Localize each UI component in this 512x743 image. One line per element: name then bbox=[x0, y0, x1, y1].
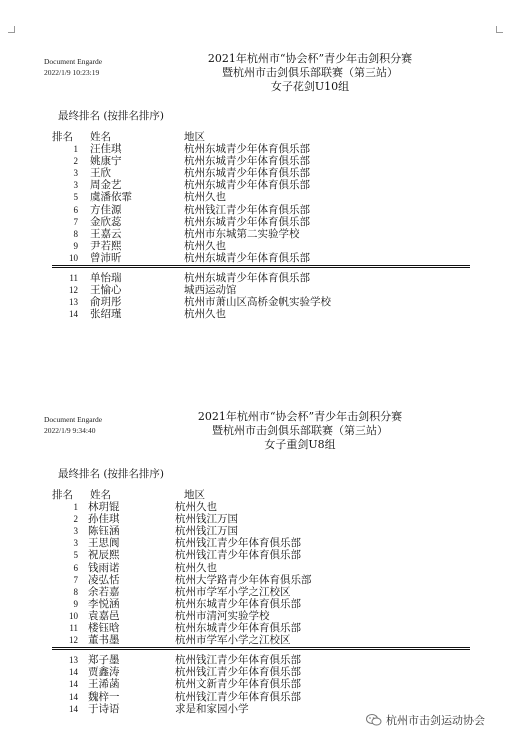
name-cell: 魏梓一 bbox=[88, 690, 120, 703]
name-cell: 孙佳琪 bbox=[88, 513, 120, 526]
rank-cell: 14 bbox=[69, 667, 78, 678]
name-cell: 陈钰涵 bbox=[88, 525, 120, 538]
table-row bbox=[0, 666, 512, 678]
region-cell: 杭州钱江青少年体育俱乐部 bbox=[175, 654, 301, 667]
region-cell: 杭州市东城第二实验学校 bbox=[184, 227, 300, 240]
region-cell: 杭州东城青少年体育俱乐部 bbox=[184, 251, 310, 264]
table-row bbox=[0, 179, 512, 191]
region-cell: 杭州钱江青少年体育俱乐部 bbox=[175, 549, 301, 562]
table-row bbox=[0, 296, 512, 308]
region-cell: 求是和家园小学 bbox=[175, 702, 249, 715]
region-cell: 杭州钱江青少年体育俱乐部 bbox=[175, 690, 301, 703]
region-cell: 杭州东城青少年体育俱乐部 bbox=[184, 167, 310, 180]
table-row bbox=[0, 562, 512, 574]
rank-cell: 3 bbox=[73, 538, 78, 549]
rank-cell: 14 bbox=[69, 309, 78, 320]
region-cell: 杭州东城青少年体育俱乐部 bbox=[184, 179, 310, 192]
rank-cell: 13 bbox=[69, 297, 78, 308]
table-row bbox=[0, 525, 512, 537]
column-header-rank: 排名 bbox=[52, 489, 73, 501]
region-cell: 杭州东城青少年体育俱乐部 bbox=[175, 622, 301, 634]
region-cell: 杭州久也 bbox=[184, 308, 226, 321]
region-cell: 杭州市萧山区高桥金帆实验学校 bbox=[184, 296, 331, 309]
divider-rule bbox=[52, 649, 470, 650]
table-row bbox=[0, 654, 512, 666]
table-row bbox=[0, 143, 512, 155]
divider-rule bbox=[52, 265, 470, 266]
name-cell: 王欣 bbox=[90, 167, 111, 180]
rank-cell: 8 bbox=[73, 586, 78, 597]
event-title-line-3: 女子花剑U10组 bbox=[270, 80, 350, 93]
table-row bbox=[0, 167, 512, 179]
document-source: Document Engarde bbox=[44, 57, 103, 66]
name-cell: 于诗语 bbox=[88, 702, 120, 715]
rank-cell: 9 bbox=[73, 598, 78, 609]
table-row bbox=[0, 228, 512, 240]
watermark bbox=[366, 712, 485, 728]
rank-cell: 7 bbox=[73, 574, 78, 585]
region-cell: 杭州钱江万国 bbox=[175, 525, 238, 538]
column-header-name: 姓名 bbox=[90, 131, 111, 143]
name-cell: 余若嘉 bbox=[88, 585, 120, 598]
column-header-region: 地区 bbox=[184, 489, 205, 501]
name-cell: 金欣蕊 bbox=[90, 215, 122, 228]
region-cell: 城西运动馆 bbox=[184, 284, 237, 297]
name-cell: 贾鑫涛 bbox=[88, 666, 120, 679]
region-cell: 杭州东城青少年体育俱乐部 bbox=[184, 155, 310, 168]
name-cell: 王愉心 bbox=[90, 284, 122, 297]
region-cell: 杭州久也 bbox=[184, 239, 226, 252]
rank-cell: 5 bbox=[73, 550, 78, 561]
document-source: Document Engarde bbox=[44, 415, 103, 424]
divider-rule bbox=[52, 647, 470, 648]
ranking-subtitle: 最终排名 (按排名排序) bbox=[58, 110, 165, 122]
table-row bbox=[0, 272, 512, 284]
rank-cell: 11 bbox=[69, 273, 78, 283]
rank-cell: 2 bbox=[73, 156, 78, 167]
name-cell: 汪佳琪 bbox=[90, 143, 122, 155]
divider-rule bbox=[52, 267, 470, 268]
region-cell: 杭州大学路青少年体育俱乐部 bbox=[175, 573, 312, 586]
rank-cell: 1 bbox=[73, 502, 78, 512]
name-cell: 袁嘉邑 bbox=[88, 609, 120, 622]
rank-cell: 3 bbox=[73, 526, 78, 537]
name-cell: 尹若熙 bbox=[90, 239, 122, 252]
ranking-subtitle: 最终排名 (按排名排序) bbox=[58, 468, 165, 480]
name-cell: 楼钰晗 bbox=[88, 622, 120, 634]
region-cell: 杭州钱江青少年体育俱乐部 bbox=[175, 537, 301, 550]
region-cell: 杭州钱江青少年体育俱乐部 bbox=[184, 203, 310, 216]
rank-cell: 14 bbox=[69, 679, 78, 690]
region-cell: 杭州东城青少年体育俱乐部 bbox=[175, 597, 301, 610]
table-row bbox=[0, 549, 512, 561]
table-row bbox=[0, 191, 512, 203]
region-cell: 杭州久也 bbox=[175, 561, 217, 574]
name-cell: 单怡瑞 bbox=[90, 272, 122, 284]
region-cell: 杭州文新青少年体育俱乐部 bbox=[175, 678, 301, 691]
region-cell: 杭州久也 bbox=[175, 501, 217, 513]
rank-cell: 14 bbox=[69, 691, 78, 702]
event-title-line-1: 2021年杭州市“协会杯”青少年击剑积分赛 bbox=[207, 52, 413, 65]
rank-cell: 2 bbox=[73, 514, 78, 525]
document-datetime: 2022/1/9 10:23:19 bbox=[44, 68, 100, 77]
column-header-region: 地区 bbox=[184, 131, 205, 143]
name-cell: 林玥锟 bbox=[88, 501, 120, 513]
name-cell: 李悦涵 bbox=[88, 597, 120, 610]
name-cell: 王嘉云 bbox=[90, 227, 122, 240]
region-cell: 杭州东城青少年体育俱乐部 bbox=[184, 143, 310, 155]
column-header-rank: 排名 bbox=[52, 131, 73, 143]
table-row bbox=[0, 574, 512, 586]
wechat-icon bbox=[366, 714, 382, 726]
rank-cell: 3 bbox=[73, 180, 78, 191]
rank-cell: 13 bbox=[69, 655, 78, 666]
region-cell: 杭州市学军小学之江校区 bbox=[175, 585, 291, 598]
crop-mark-top-right bbox=[496, 26, 503, 33]
name-cell: 虞潘依霏 bbox=[90, 191, 132, 204]
name-cell: 钱雨诺 bbox=[88, 561, 120, 574]
name-cell: 周金艺 bbox=[90, 179, 122, 192]
name-cell: 王思阆 bbox=[88, 537, 120, 550]
event-title-line-2: 暨杭州市击剑俱乐部联赛（第三站） bbox=[212, 424, 388, 437]
table-row bbox=[0, 204, 512, 216]
column-header-name: 姓名 bbox=[90, 489, 111, 501]
rank-cell: 10 bbox=[69, 610, 78, 621]
name-cell: 郑子墨 bbox=[88, 654, 120, 667]
rank-cell: 7 bbox=[73, 216, 78, 227]
document-datetime: 2022/1/9 9:34:40 bbox=[44, 426, 96, 435]
name-cell: 凌弘恬 bbox=[88, 573, 120, 586]
rank-cell: 6 bbox=[73, 562, 78, 573]
region-cell: 杭州市清河实验学校 bbox=[175, 609, 270, 622]
rank-cell: 12 bbox=[69, 635, 78, 646]
region-cell: 杭州市学军小学之江校区 bbox=[175, 634, 291, 647]
table-row bbox=[0, 252, 512, 264]
table-row bbox=[0, 240, 512, 252]
table-row bbox=[0, 586, 512, 598]
rank-cell: 14 bbox=[69, 703, 78, 714]
rank-cell: 9 bbox=[73, 240, 78, 251]
region-cell: 杭州久也 bbox=[184, 191, 226, 204]
table-row bbox=[0, 598, 512, 610]
table-row bbox=[0, 622, 512, 634]
table-row bbox=[0, 634, 512, 646]
event-title-line-3: 女子重剑U8组 bbox=[264, 438, 336, 451]
table-row bbox=[0, 216, 512, 228]
name-cell: 董书墨 bbox=[88, 634, 120, 647]
watermark-text: 杭州市击剑运动协会 bbox=[386, 714, 485, 727]
rank-cell: 1 bbox=[73, 144, 78, 154]
rank-cell: 8 bbox=[73, 228, 78, 239]
region-cell: 杭州钱江青少年体育俱乐部 bbox=[175, 666, 301, 679]
rank-cell: 10 bbox=[69, 252, 78, 263]
region-cell: 杭州东城青少年体育俱乐部 bbox=[184, 272, 310, 284]
name-cell: 张绍瑾 bbox=[90, 308, 122, 321]
rank-cell: 6 bbox=[73, 204, 78, 215]
name-cell: 曾沛昕 bbox=[90, 251, 122, 264]
name-cell: 姚康宁 bbox=[90, 155, 122, 168]
event-title-line-1: 2021年杭州市“协会杯”青少年击剑积分赛 bbox=[197, 410, 403, 423]
table-row bbox=[0, 610, 512, 622]
table-row bbox=[0, 155, 512, 167]
rank-cell: 12 bbox=[69, 285, 78, 296]
name-cell: 方佳源 bbox=[90, 203, 122, 216]
table-row bbox=[0, 308, 512, 320]
crop-mark-top-left bbox=[8, 26, 15, 33]
name-cell: 王浠菡 bbox=[88, 678, 120, 691]
table-row bbox=[0, 537, 512, 549]
region-cell: 杭州钱江万国 bbox=[175, 513, 238, 526]
rank-cell: 11 bbox=[69, 623, 78, 633]
region-cell: 杭州东城青少年体育俱乐部 bbox=[184, 215, 310, 228]
table-row bbox=[0, 501, 512, 513]
name-cell: 祝辰熙 bbox=[88, 549, 120, 562]
table-row bbox=[0, 513, 512, 525]
table-row bbox=[0, 284, 512, 296]
event-title-line-2: 暨杭州市击剑俱乐部联赛（第三站） bbox=[222, 66, 398, 79]
rank-cell: 5 bbox=[73, 192, 78, 203]
name-cell: 俞玥彤 bbox=[90, 296, 122, 309]
rank-cell: 3 bbox=[73, 168, 78, 179]
table-row bbox=[0, 691, 512, 703]
table-row bbox=[0, 678, 512, 690]
